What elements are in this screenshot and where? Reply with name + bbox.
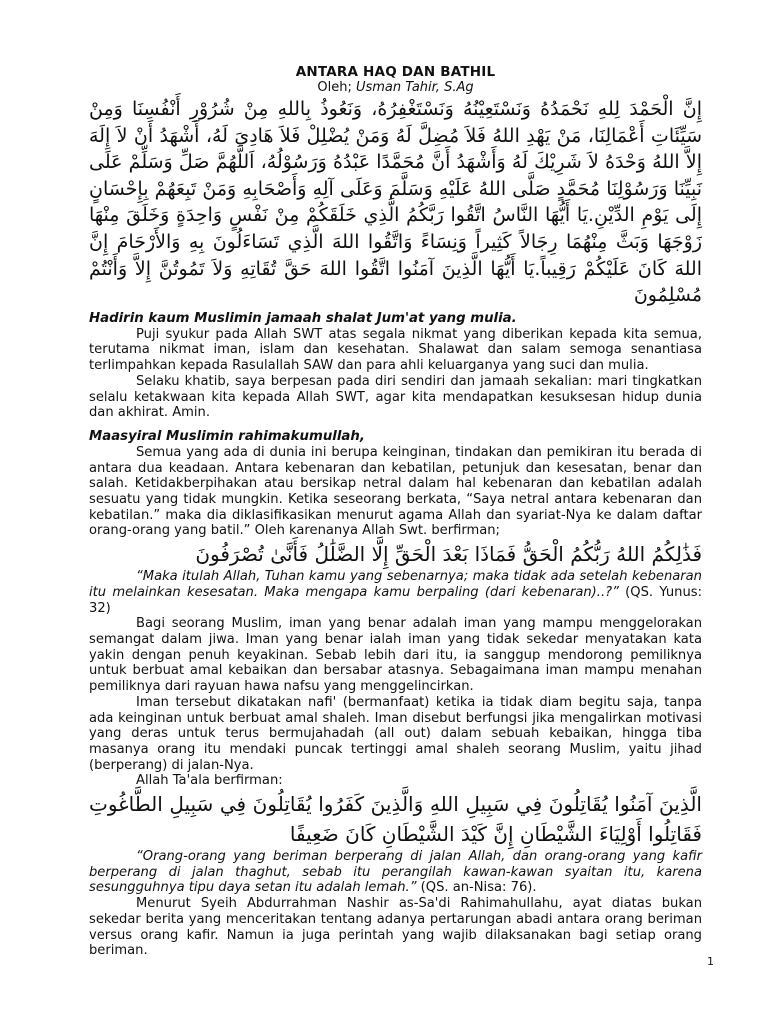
verse-yunus-reference: (QS. Yunus: 32): [89, 584, 702, 616]
paragraph: Bagi seorang Muslim, iman yang benar adalah iman yang mampu menggelorakan semangat dalam jiwa. Iman yang benar ialah iman yang tidak sekedar menyatakan kata yakin dengan penuh keyakinan. Sebab lebih dari itu, ia sanggup mendorong pemiliknya untuk berbuat amal kebaikan dan bersabar atasnya. Sebagaimana iman mampu menahan pemiliknya dari rayuan hawa nafsu yang menggelincirkan.: [89, 616, 702, 695]
verse-nisa-translation: “Orang-orang yang beriman berperang di jalan Allah, dan orang-orang yang kafir berperang di jalan thaghut, sebab itu perangilah kawan-kawan syaitan itu, karena sesungguhnya tipu daya setan itu adalah lemah.”: [89, 849, 702, 896]
verse-nisa-reference: (QS. an-Nisa: 76).: [416, 880, 537, 896]
verse-yunus-arabic: فَذَٰلِكُمُ اللهُ رَبُّكُمُ الْحَقُّ فَمَاذَا بَعْدَ الْحَقِّ إِلَّا الضَّلَٰلُ فَأَنَّىٰ تُصْرَفُونَ: [195, 542, 702, 567]
verse-yunus-translation-block: [89, 569, 702, 616]
author-prefix: Oleh;: [317, 80, 356, 95]
spacer: [89, 421, 702, 427]
paragraph: Allah Ta'ala berfirman:: [136, 773, 283, 789]
verse-nisa-translation-block: [89, 849, 702, 896]
author-name: Usman Tahir, S.Ag: [355, 80, 474, 95]
opening-arabic-text: إِنَّ الْحَمْدَ لِلهِ نَحْمَدُهُ وَنَسْتَعِيْنُهُ وَنَسْتَغْفِرُهُ، وَنَعُوذُ بِاللهِ مِنْ شُرُوْرِ أَنْفُسِنَا وَمِنْ سَيِّئَاتِ أَعْمَالِنَا، مَنْ يَهْدِ اللهُ فَلاَ مُضِلَّ لَهُ وَمَنْ يُضْلِلْ فَلاَ هَادِيَ لَهُ، أَشْهَدُ أَنْ لاَ إِلَهَ إِلاَّ اللهُ وَحْدَهُ لاَ شَرِيْكَ لَهُ وَأَشْهَدُ أَنَّ مُحَمَّدًا عَبْدُهُ وَرَسُوْلُهُ، اَللَّهُمَّ صَلِّ وَسَلِّمْ عَلَى نَبِيِّنَا وَرَسُوْلِنَا مُحَمَّدٍ صَلَّى اللهُ عَلَيْهِ وَسَلَّمَ وَعَلَى آلِهِ وَأَصْحَابِهِ وَمَنْ تَبِعَهُمْ بِإِحْسَانٍ إِلَى يَوْمِ الدِّيْنِ.يَا أَيُّهَا النَّاسُ اتَّقُوا رَبَّكُمُ الَّذِي خَلَقَكُمْ مِنْ نَفْسٍ وَاحِدَةٍ وَخَلَقَ مِنْهَا زَوْجَهَا وَبَثَّ مِنْهُمَا رِجَالاً كَثِيراً وَنِسَاءً وَاتَّقُوا اللهَ الَّذِي تَسَاءَلُونَ بِهِ وَالأَرْحَامَ إِنَّ اللهَ كَانَ عَلَيْكُمْ رَقِيباً.يَا أَيُّهَا الَّذِينَ آمَنُوا اتَّقُوا اللهَ حَقَّ تُقَاتِهِ وَلاَ تَمُوتُنَّ إِلاَّ وَأَنْتُمْ مُسْلِمُونَ: [89, 98, 702, 307]
document-title: ANTARA HAQ DAN BATHIL: [295, 64, 496, 80]
subheading-hadirin: Hadirin kaum Muslimin jamaah shalat Jum'at yang mulia.: [89, 310, 517, 326]
paragraph: Iman tersebut dikatakan nafi' (bermanfaat) ketika ia tidak diam begitu saja, tanpa ada keinginan untuk berbuat amal shaleh. Iman disebut berfungsi jika mengalirkan motivasi yang deras untuk terus bermujahadah (all out) dalam sebuah kebaikan, hingga tiba masanya orang itu mendaki puncak tertinggi amal shaleh seorang Muslim, yaitu jihad (berperang) di jalan-Nya.: [89, 694, 702, 773]
paragraph: Semua yang ada di dunia ini berupa keinginan, tindakan dan pemikiran itu berada di antara dua keadaan. Antara kebenaran dan kebatilan, petunjuk dan kesesatan, benar dan salah. Ketidakberpihakan atau bersikap netral dalam hal kebenaran dan kebatilan adalah sesuatu yang tidak mungkin. Ketika seseorang berkata, “Saya netral antara kebenaran dan kebatilan.” maka dia diklasifikasikan menurut agama Allah dan syariat-Nya ke dalam daftar orang-orang yang batil.” Oleh karenanya Allah Swt. berfirman;: [89, 444, 702, 539]
subheading-maasyiral: Maasyiral Muslimin rahimakumullah,: [89, 428, 365, 444]
paragraph: Puji syukur pada Allah SWT atas segala nikmat yang diberikan kepada kita semua, terutama nikmat iman, islam dan kesehatan. Shalawat dan salam semoga senantiasa terlimpahkan kepada Rasulallah SAW dan para ahli keluarganya yang suci dan mulia.: [89, 326, 702, 374]
paragraph: Menurut Syeih Abdurrahman Nashir as-Sa'di Rahimahullahu, ayat diatas bukan sekedar berita yang menceritakan tentang adanya pertarungan abadi antara orang beriman versus orang kafir. Namun ia juga perintah yang wajib dilaksanakan bagi setiap orang beriman.: [89, 896, 702, 959]
page-number: 1: [707, 955, 714, 968]
verse-yunus-translation: “Maka itulah Allah, Tuhan kamu yang sebenarnya; maka tidak ada setelah kebenaran itu melainkan kesesatan. Maka mengapa kamu berpaling (dari kebenaran)..?”: [89, 569, 702, 600]
author-line: [89, 80, 702, 95]
paragraph: Selaku khatib, saya berpesan pada diri sendiri dan jamaah sekalian: mari tingkatkan selalu ketakwaan kita kepada Allah SWT, agar kita mendapatkan kesuksesan hidup dunia dan akhirat. Amin.: [89, 373, 702, 421]
verse-nisa-arabic: الَّذِينَ آمَنُوا يُقَاتِلُونَ فِي سَبِيلِ اللهِ وَالَّذِينَ كَفَرُوا يُقَاتِلُونَ فِي سَبِيلِ الطَّاغُوتِ فَقَاتِلُوا أَوْلِيَاءَ الشَّيْطَانِ إِنَّ كَيْدَ الشَّيْطَانِ كَانَ ضَعِيفًا: [89, 792, 702, 847]
